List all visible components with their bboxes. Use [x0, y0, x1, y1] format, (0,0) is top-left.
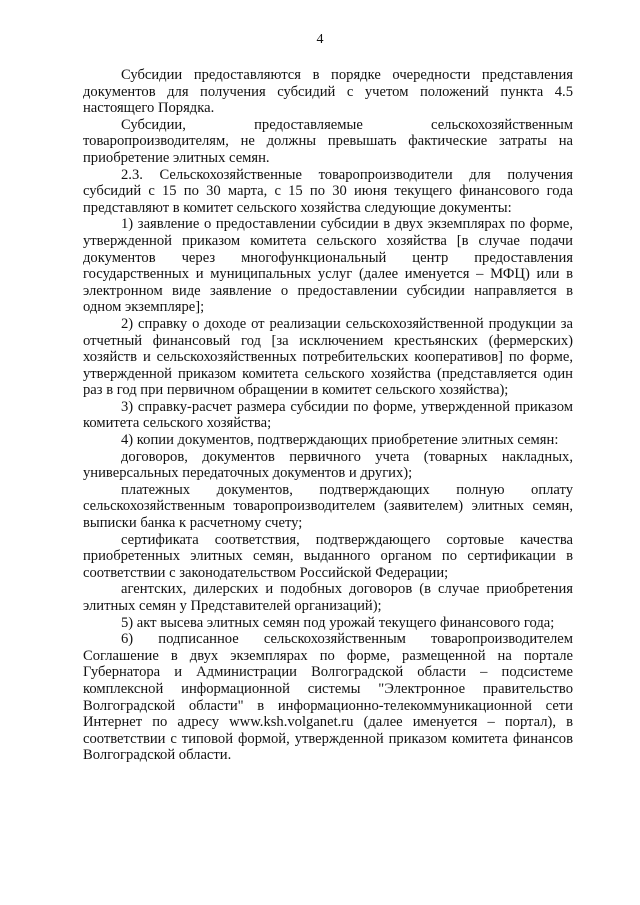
paragraph-subsidy-order: Субсидии предоставляются в порядке очередности представления документов для получения субсидий с учетом положений пункта 4.5 настоящего Порядка. — [83, 67, 573, 117]
sub-item-payment-docs: платежных документов, подтверждающих полную оплату сельскохозяйственным товаропроизводителем (заявителем) элитных семян, выписки банка к расчетному счету; — [83, 481, 573, 532]
list-item-1-application: 1) заявление о предоставлении субсидии в двух экземплярах по форме, утвержденной приказом комитета сельского хозяйства [в случае подачи документов через многофункциональный центр предоставления государственных и муниципальных услуг (далее именуется – МФЦ) или в электронном виде заявление о предоставлении субсидии направляется в одном экземпляре]; — [83, 216, 573, 316]
list-item-4-copies: 4) копии документов, подтверждающих приобретение элитных семян: — [121, 432, 559, 449]
list-item-6-agreement: 6) подписанное сельскохозяйственным товаропроизводителем Соглашение в двух экземплярах по форме, размещенной на портале Губернатора и Администрации Волгоградской области – подсистеме комплексной информационной системы "Электронное правительство Волгоградской области" в информационно-телекоммуникационной сети Интернет по адресу www.ksh.volganet.ru (далее именуется – портал), в соответствии с типовой формой, утвержденной приказом комитета финансов Волгоградской области. — [83, 631, 573, 764]
paragraph-2-3: 2.3. Сельскохозяйственные товаропроизводители для получения субсидий с 15 по 30 марта, с 15 по 30 июня текущего финансового года представляют в комитет сельского хозяйства следующие документы: — [83, 166, 573, 216]
document-body — [83, 67, 573, 764]
list-item-2-income-certificate: 2) справку о доходе от реализации сельскохозяйственной продукции за отчетный финансовый год [за исключением крестьянских (фермерских) хозяйств и сельскохозяйственных потребительских кооперативов] по форме, утвержденной приказом комитета сельского хозяйства (представляется один раз в год при первичном обращении в комитет сельского хозяйства); — [83, 315, 573, 399]
sub-item-agency-contracts: агентских, дилерских и подобных договоров (в случае приобретения элитных семян у Представителей организаций); — [83, 581, 573, 614]
page-number: 4 — [316, 32, 324, 47]
paragraph-subsidy-limit: Субсидии, предоставляемые сельскохозяйственным товаропроизводителям, не должны превышать фактические затраты на приобретение элитных семян. — [83, 116, 573, 166]
list-item-5-sowing-act: 5) акт высева элитных семян под урожай текущего финансового года; — [121, 614, 555, 631]
list-item-3-calculation: 3) справку-расчет размера субсидии по форме, утвержденной приказом комитета сельского хозяйства; — [83, 398, 573, 432]
sub-item-contracts: договоров, документов первичного учета (товарных накладных, универсальных передаточных документов и других); — [83, 448, 573, 482]
sub-item-certificate: сертификата соответствия, подтверждающего сортовые качества приобретенных элитных семян, выданного органом по сертификации в соответствии с законодательством Российской Федерации; — [83, 531, 573, 581]
